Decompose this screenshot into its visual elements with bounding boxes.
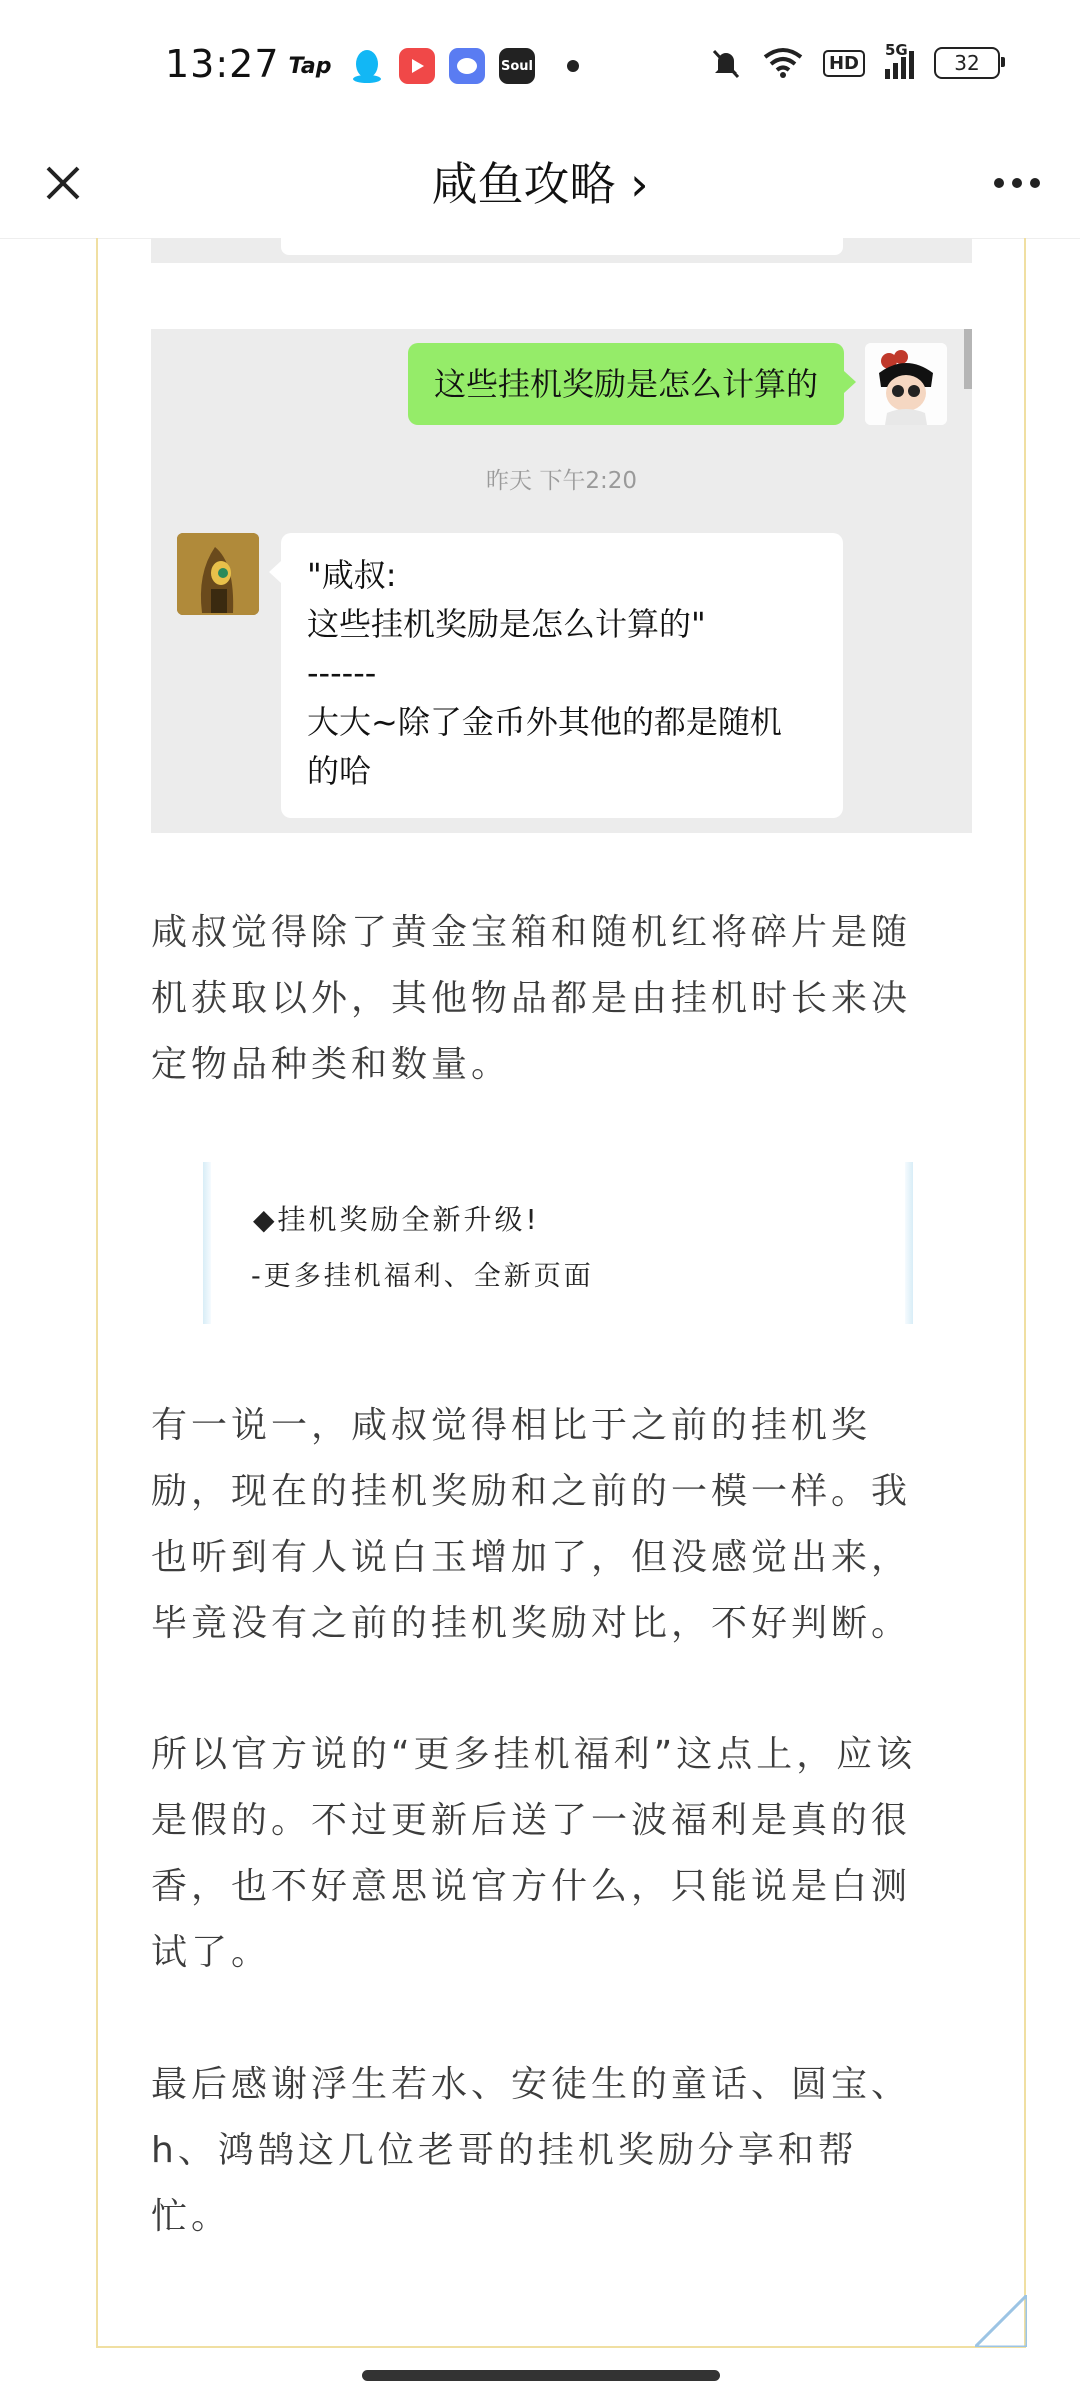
chat-scrollbar bbox=[964, 329, 972, 389]
article-paragraph-2 bbox=[151, 1393, 972, 1657]
qq-icon bbox=[349, 48, 385, 84]
notification-icons bbox=[285, 48, 579, 84]
quote-border-right bbox=[905, 1162, 913, 1324]
chat-screenshot-top bbox=[151, 238, 972, 263]
article-paragraph-3 bbox=[151, 1722, 972, 1986]
corner-decoration-icon bbox=[975, 2295, 1027, 2347]
more-notifications-dot bbox=[567, 60, 579, 72]
chat-message-sent: 这些挂机奖励是怎么计算的 bbox=[408, 343, 844, 425]
text-line: 也听到有人说白玉增加了，但没感觉出来， bbox=[151, 1537, 912, 1578]
text-line: 有一说一，咸叔觉得相比于之前的挂机奖 bbox=[151, 1405, 872, 1446]
text-line: 毕竟没有之前的挂机奖励对比，不好判断。 bbox=[151, 1603, 912, 1644]
hd-badge: HD bbox=[823, 50, 865, 77]
wifi-icon bbox=[763, 47, 803, 79]
title-bar bbox=[0, 130, 1080, 239]
message-line: 大大~除了金币外其他的都是随机 bbox=[307, 703, 782, 741]
battery-indicator: 32 bbox=[934, 47, 1000, 79]
home-indicator[interactable] bbox=[362, 2370, 720, 2381]
signal-icon: 5G bbox=[885, 47, 914, 79]
text-line: 机获取以外，其他物品都是由挂机时长来决 bbox=[151, 978, 912, 1019]
quote-border-left bbox=[203, 1162, 211, 1324]
text-line: 最后感谢浮生若水、安徒生的童话、圆宝、 bbox=[151, 2064, 912, 2105]
chat-bubble-partial bbox=[281, 238, 843, 255]
chat-icon bbox=[449, 48, 485, 84]
article-paragraph-1 bbox=[151, 900, 972, 1098]
text-line: 励，现在的挂机奖励和之前的一模一样。我 bbox=[151, 1471, 912, 1512]
quote-block bbox=[203, 1162, 913, 1324]
text-line: 忙。 bbox=[151, 2196, 232, 2237]
more-button[interactable] bbox=[984, 150, 1050, 216]
chat-message-received bbox=[281, 533, 843, 818]
shop-avatar bbox=[177, 533, 259, 615]
chat-screenshot bbox=[151, 329, 972, 833]
message-line: 这些挂机奖励是怎么计算的" bbox=[307, 605, 706, 643]
mute-icon bbox=[709, 46, 743, 80]
text-line: 定物品种类和数量。 bbox=[151, 1044, 512, 1085]
tap-app-icon: Tap bbox=[288, 53, 332, 79]
video-icon bbox=[399, 48, 435, 84]
status-bar bbox=[0, 0, 1080, 130]
message-line: "咸叔: bbox=[307, 556, 397, 594]
message-line: ------ bbox=[307, 654, 377, 692]
user-avatar bbox=[865, 343, 947, 425]
text-line: 咸叔觉得除了黄金宝箱和随机红将碎片是随 bbox=[151, 912, 912, 953]
system-icons bbox=[709, 41, 1000, 80]
quote-line: ◆挂机奖励全新升级! bbox=[253, 1203, 540, 1236]
status-time: 13:27 bbox=[165, 42, 280, 86]
text-line: h、鸿鹄这几位老哥的挂机奖励分享和帮 bbox=[151, 2130, 858, 2171]
page-title[interactable]: 咸鱼攻略 › bbox=[431, 157, 649, 211]
quote-line: -更多挂机福利、全新页面 bbox=[251, 1261, 594, 1292]
message-line: 的哈 bbox=[307, 752, 372, 790]
more-icon bbox=[984, 150, 1050, 216]
text-line: 所以官方说的“更多挂机福利”这点上，应该 bbox=[151, 1734, 917, 1775]
text-line: 香，也不好意思说官方什么，只能说是白测 bbox=[151, 1866, 912, 1907]
text-line: 是假的。不过更新后送了一波福利是真的很 bbox=[151, 1800, 912, 1841]
text-line: 试了。 bbox=[151, 1932, 272, 1973]
soul-icon: Soul bbox=[499, 48, 535, 84]
article-paragraph-4 bbox=[151, 2052, 972, 2250]
chat-timestamp: 昨天 下午2:20 bbox=[486, 468, 637, 494]
